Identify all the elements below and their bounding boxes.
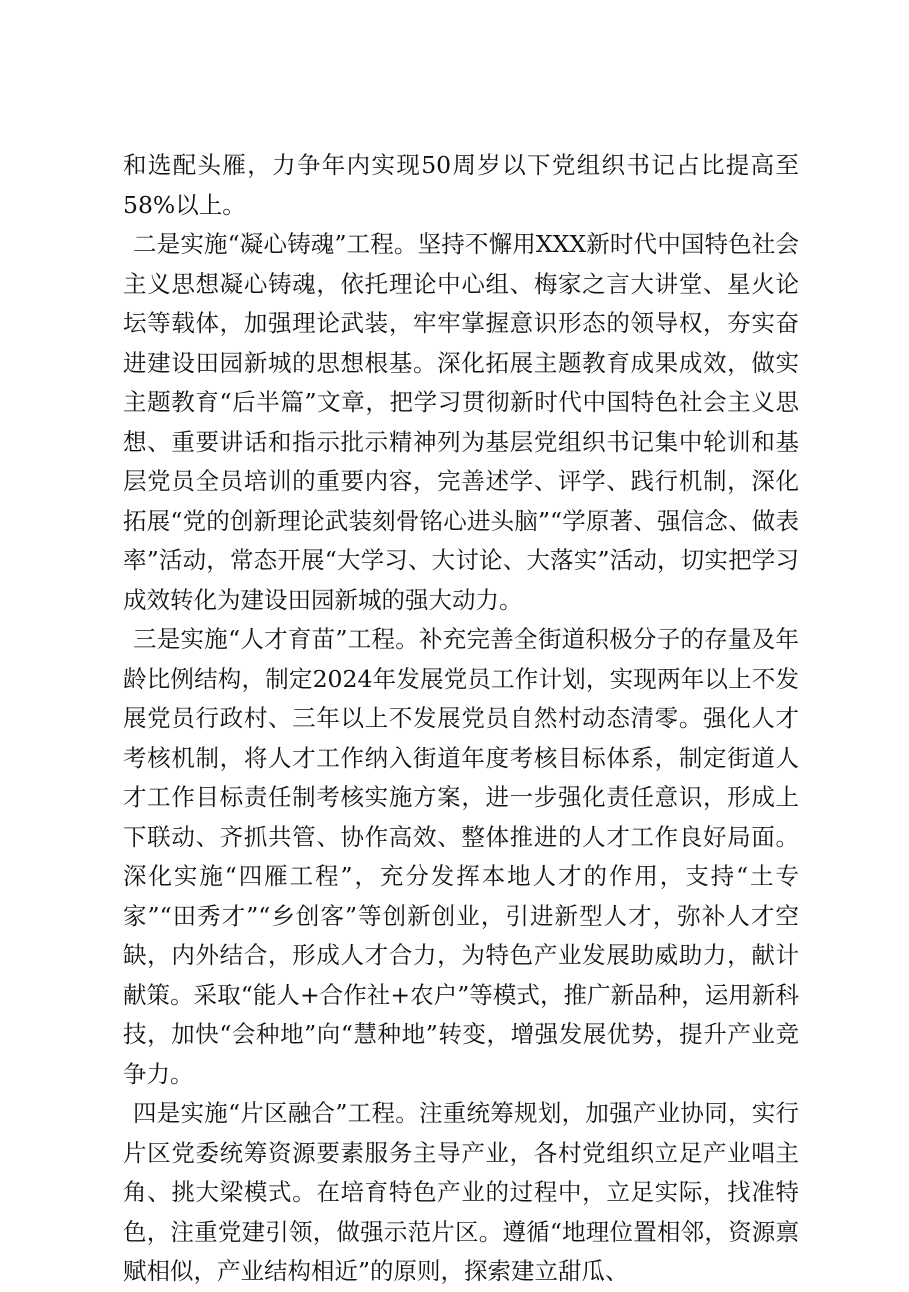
paragraph-pianqu-ronghe: 四是实施“片区融合”工程。注重统筹规划，加强产业协同，实行片区党委统筹资源要素服务主导产业，各村党组织立足产业唱主角、挑大梁模式。在培育特色产业的过程中，立足实际，找准特色，注重党建引领，做强示范片区。遵循“地理位置相邻，资源禀赋相似，产业结构相近”的原则，探索建立甜瓜、 [123, 1099, 799, 1285]
paragraph-rencai-yumiao: 三是实施“人才育苗”工程。补充完善全街道积极分子的存量及年龄比例结构，制定2024年发展党员工作计划，实现两年以上不发展党员行政村、三年以上不发展党员自然村动态清零。强化人才考核机制，将人才工作纳入街道年度考核目标体系，制定街道人才工作目标责任制考核实施方案，进一步强化责任意识，形成上下联动、齐抓共管、协作高效、整体推进的人才工作良好局面。深化实施“四雁工程”，充分发挥本地人才的作用，支持“土专家”“田秀才”“乡创客”等创新创业，引进新型人才，弥补人才空缺，内外结合，形成人才合力，为特色产业发展助威助力，献计献策。采取“能人+合作社+农户”等模式，推广新品种，运用新科技，加快“会种地”向“慧种地”转变，增强发展优势，提升产业竞争力。 [123, 625, 799, 1088]
paragraph-continuation: 和选配头雁，力争年内实现50周岁以下党组织书记占比提高至58%以上。 [123, 151, 799, 219]
paragraph-ningxin-zhuhun: 二是实施“凝心铸魂”工程。坚持不懈用XXX新时代中国特色社会主义思想凝心铸魂，依托理论中心组、梅家之言大讲堂、星火论坛等载体，加强理论武装，牢牢掌握意识形态的领导权，夯实奋进建设田园新城的思想根基。深化拓展主题教育成果成效，做实主题教育“后半篇”文章，把学习贯彻新时代中国特色社会主义思想、重要讲话和指示批示精神列为基层党组织书记集中轮训和基层党员全员培训的重要内容，完善述学、评学、践行机制，深化拓展“党的创新理论武装刻骨铭心进头脑”“学原著、强信念、做表率”活动，常态开展“大学习、大讨论、大落实”活动，切实把学习成效转化为建设田园新城的强大动力。 [123, 230, 799, 614]
document-body [123, 146, 799, 1292]
